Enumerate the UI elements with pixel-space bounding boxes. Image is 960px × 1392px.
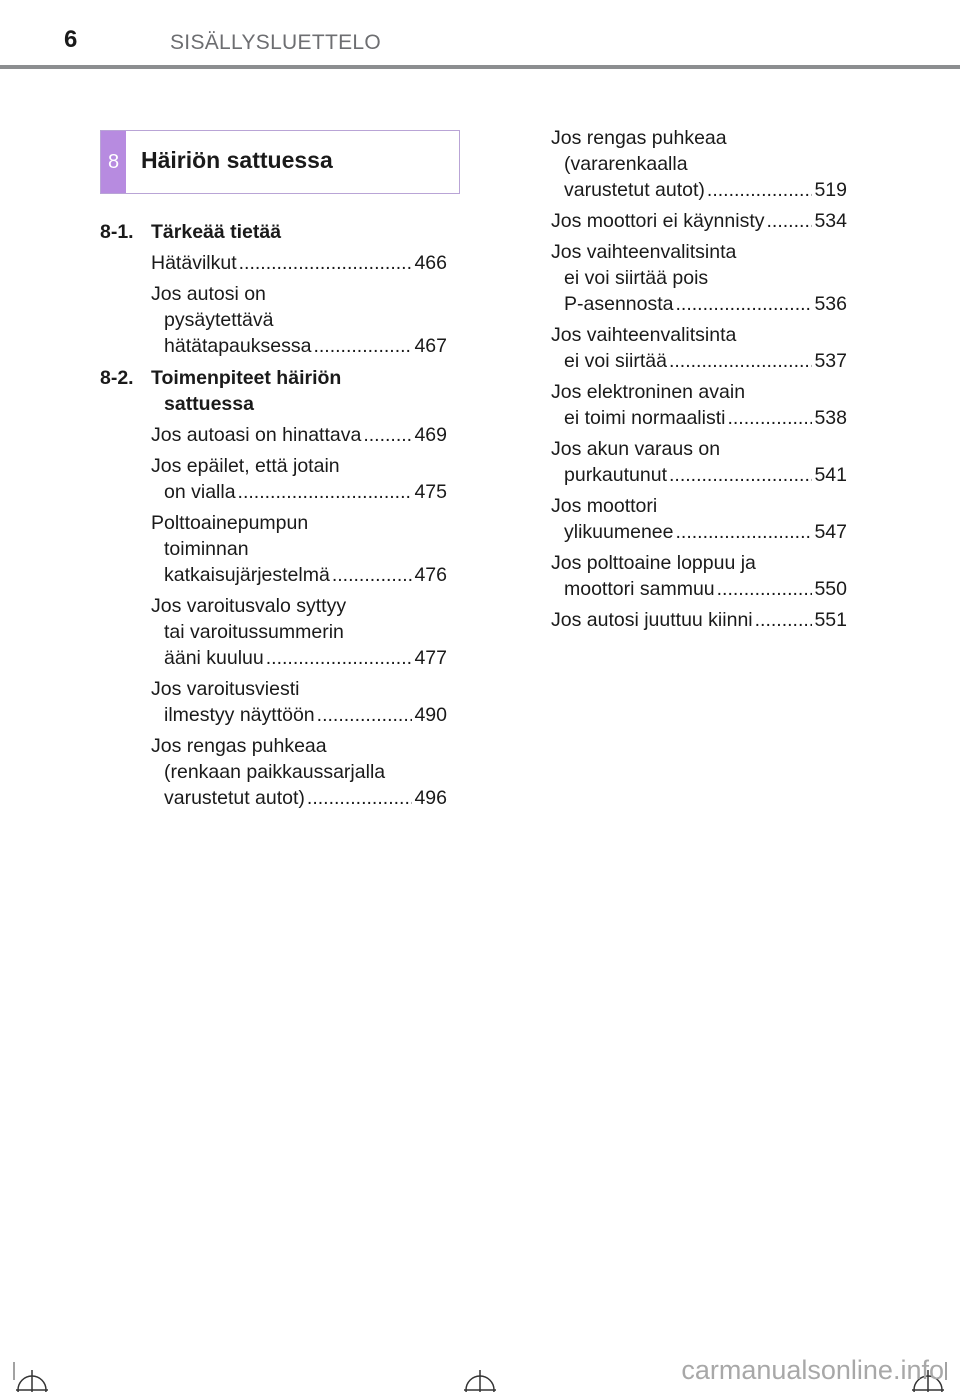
toc-entry-line: pysäytettävä [164, 309, 274, 331]
toc-entry[interactable] [551, 379, 847, 431]
dot-leader [239, 250, 413, 276]
toc-entry-text: ilmestyy näyttöön [164, 704, 315, 726]
toc-entry-last-line [151, 562, 447, 588]
toc-entry-line: Polttoainepumpun [151, 512, 309, 534]
toc-group-title: Toimenpiteet häiriön [151, 367, 342, 389]
toc-entry-last-line [551, 291, 847, 317]
toc-entry-last-line [151, 333, 447, 359]
dot-leader [717, 576, 813, 602]
dot-leader [363, 422, 412, 448]
toc-entry-last-line [551, 348, 847, 374]
toc-entry-line: Jos akun varaus on [551, 438, 721, 460]
toc-entry-text: katkaisujärjestelmä [164, 564, 330, 586]
dot-leader [266, 645, 413, 671]
section-number-tab: 8 [101, 131, 126, 193]
toc-entry-last-line [151, 785, 447, 811]
toc-group-code: 8-1. [100, 221, 134, 243]
toc-entry-line: (renkaan paikkaussarjalla [164, 761, 386, 783]
dot-leader [317, 702, 413, 728]
toc-entry[interactable] [551, 239, 847, 317]
running-title: SISÄLLYSLUETTELO [170, 31, 381, 54]
toc-group-heading[interactable] [100, 219, 447, 245]
toc-entry-text: on vialla [164, 481, 236, 503]
toc-group-title: sattuessa [164, 393, 254, 415]
toc-entry-text: hätätapauksessa [164, 335, 312, 357]
toc-entry-text: Jos moottori ei käynnisty [551, 210, 765, 232]
dot-leader [313, 333, 412, 359]
toc-entry[interactable] [551, 436, 847, 488]
section-title: Häiriön sattuessa [141, 147, 333, 173]
dot-leader [676, 291, 813, 317]
watermark: carmanualsonline.info [681, 1355, 944, 1385]
toc-group-title: Tärkeää tietää [151, 221, 282, 243]
toc-entry-last-line [551, 177, 847, 203]
toc-page-number: 477 [414, 647, 447, 669]
toc-entry[interactable] [151, 250, 447, 276]
toc-entry-last-line [151, 422, 447, 448]
toc-entry-text: varustetut autot) [564, 179, 705, 201]
toc-entry-last-line [551, 607, 847, 633]
toc-page-number: 550 [814, 578, 847, 600]
toc-entry-line: ei voi siirtää pois [564, 267, 709, 289]
toc-group-heading[interactable] [100, 365, 447, 417]
toc-page-number: 476 [414, 564, 447, 586]
header-rule [0, 65, 960, 69]
toc-entry-line: Jos polttoaine loppuu ja [551, 552, 756, 574]
dot-leader [675, 519, 812, 545]
toc-entry[interactable] [551, 493, 847, 545]
toc-page-number: 469 [414, 424, 447, 446]
toc-entry[interactable] [151, 510, 447, 588]
toc-entry-line: Jos rengas puhkeaa [551, 127, 727, 149]
toc-entry-text: ääni kuuluu [164, 647, 264, 669]
toc-entry[interactable] [151, 453, 447, 505]
toc-page-number: 467 [414, 335, 447, 357]
toc-entry-last-line [151, 645, 447, 671]
toc-page-number: 537 [814, 350, 847, 372]
toc-entry-text: Jos autosi juuttuu kiinni [551, 609, 753, 631]
dot-leader [669, 462, 812, 488]
toc-entry-last-line [151, 702, 447, 728]
toc-page-number: 496 [414, 787, 447, 809]
dot-leader [307, 785, 413, 811]
section-heading-box [100, 130, 460, 194]
toc-entry-text: moottori sammuu [564, 578, 715, 600]
toc-entry-text: ei voi siirtää [564, 350, 667, 372]
toc-entry-last-line [551, 519, 847, 545]
toc-entry-line: toiminnan [164, 538, 249, 560]
toc-entry-text: purkautunut [564, 464, 667, 486]
toc-left-column [100, 219, 447, 817]
toc-entry-line: Jos moottori [551, 495, 658, 517]
dot-leader [669, 348, 812, 374]
toc-entry-last-line [551, 405, 847, 431]
dot-leader [767, 208, 813, 234]
toc-entry-last-line [151, 250, 447, 276]
toc-entry-line: Jos autosi on [151, 283, 266, 305]
crop-mark-icon [450, 1340, 510, 1392]
dot-leader [332, 562, 413, 588]
toc-entry-line: tai varoitussummerin [164, 621, 344, 643]
toc-entry[interactable] [151, 281, 447, 359]
toc-entry[interactable] [551, 550, 847, 602]
toc-entry-line: (vararenkaalla [564, 153, 688, 175]
toc-entry-text: varustetut autot) [164, 787, 305, 809]
toc-entry-line: Jos varoitusvalo syttyy [151, 595, 347, 617]
toc-entry[interactable] [551, 208, 847, 234]
toc-entry-text: ei toimi normaalisti [564, 407, 726, 429]
toc-page-number: 475 [414, 481, 447, 503]
toc-entry-line: Jos elektroninen avain [551, 381, 746, 403]
toc-entry-line: Jos varoitusviesti [151, 678, 300, 700]
toc-page-number: 547 [814, 521, 847, 543]
toc-entry[interactable] [551, 607, 847, 633]
toc-entry-text: Hätävilkut [151, 252, 237, 274]
dot-leader [755, 607, 813, 633]
toc-right-column [551, 125, 847, 633]
dot-leader [238, 479, 413, 505]
toc-entry-line: Jos rengas puhkeaa [151, 735, 327, 757]
toc-entry[interactable] [151, 733, 447, 811]
toc-page-number: 551 [814, 609, 847, 631]
toc-page-number: 490 [414, 704, 447, 726]
toc-entry[interactable] [151, 422, 447, 448]
toc-entry-last-line [151, 479, 447, 505]
page-header [0, 0, 960, 70]
toc-entry-text: ylikuumenee [564, 521, 674, 543]
toc-entry-last-line [551, 462, 847, 488]
toc-page-number: 541 [814, 464, 847, 486]
toc-entry-line: Jos vaihteenvalitsinta [551, 241, 737, 263]
toc-page-number: 538 [814, 407, 847, 429]
toc-entry-line: Jos vaihteenvalitsinta [551, 324, 737, 346]
dot-leader [707, 177, 813, 203]
page-number: 6 [64, 26, 78, 53]
crop-mark-icon [0, 1340, 60, 1392]
toc-entry[interactable] [151, 676, 447, 728]
toc-entry[interactable] [551, 125, 847, 203]
toc-group [100, 365, 447, 811]
toc-entry-line: Jos epäilet, että jotain [151, 455, 340, 477]
dot-leader [727, 405, 812, 431]
toc-group-code: 8-2. [100, 367, 134, 389]
toc-entry-last-line [551, 576, 847, 602]
toc-entry-text: Jos autoasi on hinattava [151, 424, 362, 446]
toc-page-number: 466 [414, 252, 447, 274]
toc-group [100, 219, 447, 359]
toc-page-number: 519 [814, 179, 847, 201]
toc-entry-last-line [551, 208, 847, 234]
toc-page-number: 534 [814, 210, 847, 232]
toc-entry-text: P-asennosta [564, 293, 674, 315]
toc-entry[interactable] [551, 322, 847, 374]
toc-entry[interactable] [151, 593, 447, 671]
toc-page-number: 536 [814, 293, 847, 315]
